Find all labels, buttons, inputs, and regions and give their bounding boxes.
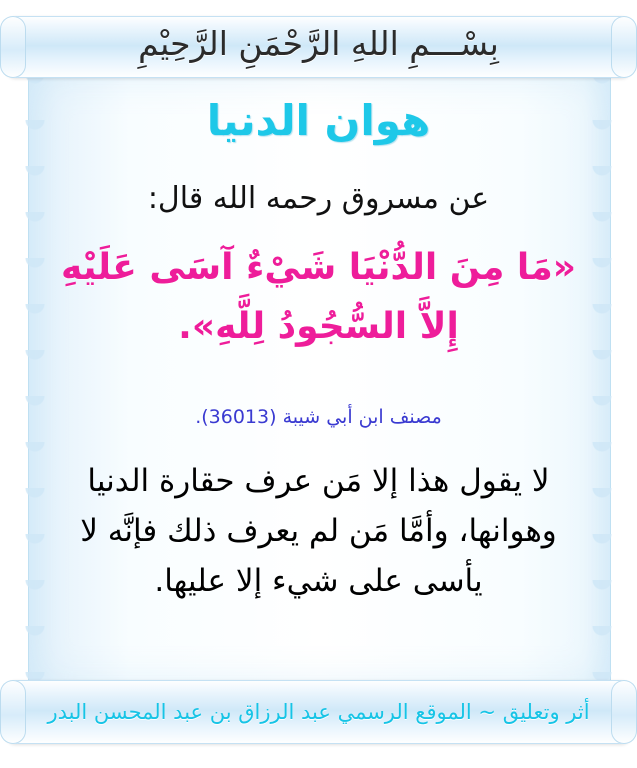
page-title: هوان الدنيا bbox=[206, 96, 431, 145]
parchment-right-edge bbox=[589, 74, 615, 686]
source-reference: مصنف ابن أبي شيبة (36013). bbox=[195, 406, 442, 428]
narrator-text: عن مسروق رحمه الله قال: bbox=[147, 181, 490, 216]
commentary-text: لا يقول هذا إلا مَن عرف حقارة الدنيا وهوانها، وأمَّا مَن لم يعرف ذلك فإنَّه لا يأسى على شيء إلا عليها. bbox=[80, 463, 557, 600]
footer-attribution: أثر وتعليق ~ الموقع الرسمي عبد الرزاق بن عبد المحسن البدر bbox=[47, 700, 590, 724]
parchment-left-edge bbox=[22, 74, 48, 686]
basmala-text: بِسْـــمِ اللهِ الرَّحْمَنِ الرَّحِيْمِ bbox=[138, 24, 499, 63]
hadith-text: «مَا مِنَ الدُّنْيَا شَيْءٌ آسَى عَلَيْهِ إِلاَّ السُّجُودُ لِلَّهِ». bbox=[60, 247, 576, 348]
